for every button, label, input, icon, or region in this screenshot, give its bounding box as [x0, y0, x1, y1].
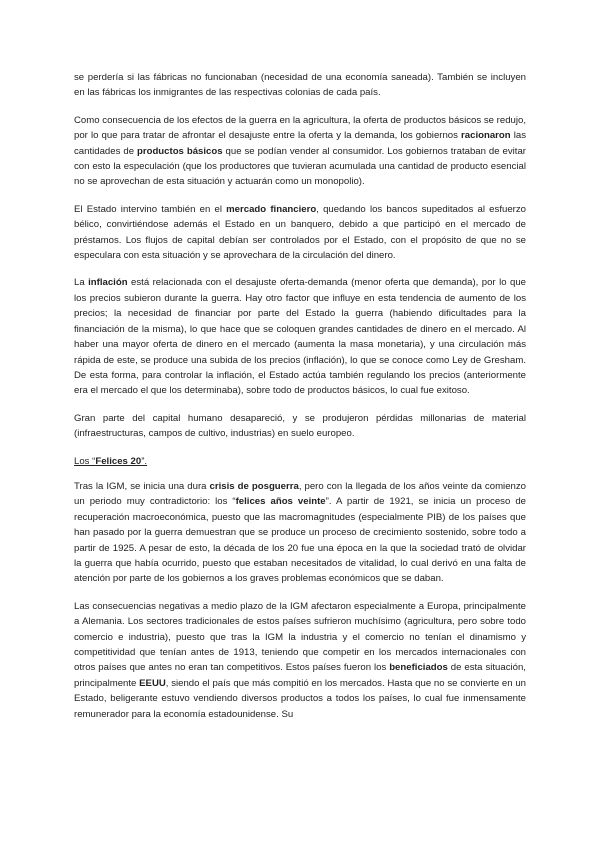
paragraph-inflation	[74, 275, 526, 398]
paragraph-factories	[74, 70, 526, 101]
paragraph-text: que se podían vender al consumidor. Los gobiernos trataban de evitar con esto la especulación (que los productores que tuvieran acumulada una cantidad de producto esencial no se aprovechan de esta situación y actuarán como un monopolio).	[74, 145, 527, 188]
bold-term: crisis de posguerra	[209, 480, 299, 492]
paragraph-text: las cantidades de	[74, 130, 527, 157]
bold-term: mercado financiero	[226, 203, 317, 215]
paragraph-text: La	[74, 277, 89, 289]
paragraph-rationing	[74, 113, 526, 190]
section-heading	[74, 454, 526, 469]
heading-text: Los “	[74, 455, 96, 467]
bold-term: inflación	[88, 277, 128, 289]
paragraph-text: Gran parte del capital humano desapareció, y se produjeron pérdidas millonarias de material (infraestructuras, campos de cultivo, industrias) en suelo europeo.	[74, 412, 526, 440]
paragraph-text: de esta situación, principalmente	[74, 662, 526, 689]
paragraph-text: ”. A partir de 1921, se inicia un proceso de recuperación macroeconómica, puesto que las macromagnitudes (especialmente PIB) de los países que han pasado por la guerra demuestran que se produce un proceso de crecimiento sostenido, sobre todo a partir de 1925. A pesar de esto, la década de los 20 fue una época en la que la sociedad trató de olvidar la guerra que había ocurrido, puesto que estaban necesitados de vitalidad, lo cual derivó en una falta de atención por parte de los gobiernos a los graves problemas económicos que se daban.	[74, 496, 526, 585]
paragraph-text: , siendo el país que más compitió en los mercados. Hasta que no se convierte en un Estado, beligerante estuvo vendiendo diversos productos a todos los países, lo cual fue inmensamente remunerador para la economía estadounidense. Su	[74, 677, 526, 720]
paragraph-human-capital	[74, 411, 526, 442]
heading-bold: Felices 20	[95, 455, 142, 467]
paragraph-text: Como consecuencia de los efectos de la guerra en la agricultura, la oferta de productos básicos se redujo, por lo que para tratar de afrontar el desajuste entre la oferta y la demanda, los gobiernos	[74, 114, 526, 142]
bold-term: beneficiados	[389, 662, 448, 674]
bold-term: racionaron	[461, 130, 511, 142]
paragraph-text: El Estado intervino también en el	[74, 203, 227, 215]
paragraph-text: , quedando los bancos supeditados al esfuerzo bélico, convirtiéndose además el Estado en un banquero, debido a que participó en el mercado de préstamos. Los flujos de capital debían ser controlados por el Estado, con el propósito de que no se especulara con esta situación y se aprovechara de la circulación del dinero.	[74, 203, 526, 262]
paragraph-consequences	[74, 599, 526, 722]
paragraph-text: está relacionada con el desajuste oferta-demanda (menor oferta que demanda), por lo que los precios subieron durante la guerra. Hay otro factor que influye en esta tendencia de aumento de los precios; la necesidad de financiar por parte del Estado la guerra (habiendo dificultades para la financiación de la misma), lo que hace que se coloquen grandes cantidades de dinero en el mercado. Al haber una mayor oferta de dinero en el mercado (aumenta la masa monetaria), y una circulación más rápida de este, se produce una subida de los precios (inflación), lo que se conoce como Ley de Gresham. De esta forma, para controlar la inflación, el Estado actúa también regulando los precios (anteriormente era el mercado el que los determinaba), sobre todo de productos básicos, lo cual fue exitoso.	[74, 277, 526, 397]
paragraph-postwar-crisis	[74, 479, 526, 587]
paragraph-text: Las consecuencias negativas a medio plazo de la IGM afectaron especialmente a Europa, principalmente a Alemania. Los sectores tradicionales de estos países sufrieron muchísimo (agricultura, pero sobre todo comercio e industria), puesto que tras la IGM la industria y el comercio no tenían el dinamismo y competitividad que tenían antes de 1913, teniendo que competir en los mercados internacionales con otros países que antes no eran tan competitivos. Estos países fueron los	[74, 600, 526, 674]
heading-text: ”.	[141, 455, 148, 467]
paragraph-text: se perdería si las fábricas no funcionaban (necesidad de una economía saneada). También se incluyen en las fábricas los inmigrantes de las respectivas colonias de cada país.	[74, 72, 526, 99]
bold-term: felices años veinte	[235, 496, 326, 508]
bold-term: productos básicos	[136, 145, 223, 157]
paragraph-financial-market	[74, 202, 526, 264]
section-heading-underline	[74, 456, 147, 467]
paragraph-text: , pero con la llegada de los años veinte da comienzo un periodo muy contradictorio: los “	[74, 480, 526, 508]
paragraph-text: Tras la IGM, se inicia una dura	[74, 480, 210, 492]
bold-term: EEUU	[139, 677, 166, 689]
